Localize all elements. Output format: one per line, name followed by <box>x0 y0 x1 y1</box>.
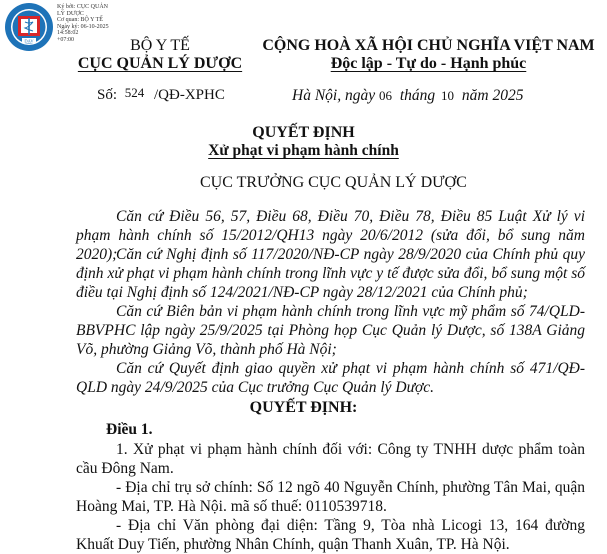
document-title: QUYẾT ĐỊNH <box>252 124 355 141</box>
date-month: 10 <box>441 88 455 103</box>
article-1-item-1: 1. Xử phạt vi phạm hành chính đối với: Công ty TNHH dược phẩm toàn cầu Đông Nam. <box>76 441 585 477</box>
dav-seal-icon <box>4 2 54 52</box>
national-motto-text: Độc lập - Tự do - Hạnh phúc <box>330 55 527 72</box>
signature-organization: Cơ quan: BỘ Y TẾ <box>57 17 103 23</box>
number-label: Số: <box>97 87 118 103</box>
ministry-name: BỘ Y TẾ <box>130 37 190 54</box>
article-1-rep-office: - Địa chỉ Văn phòng đại diện: Tầng 9, Tòa nhà Licogi 13, 164 đường Khuất Duy Tiến, phường Nhân Chính, quận Thanh Xuân, TP. Hà Nội. <box>76 517 585 553</box>
agency-name-text: CỤC QUẢN LÝ DƯỢC <box>77 55 243 72</box>
signature-date: Ngày ký: 06-10-2025 14:58:02 <box>57 23 109 36</box>
legal-basis-1: Căn cứ Điều 56, 57, Điều 68, Điều 70, Điều 78, Điều 85 Luật Xử lý vi phạm hành chính số 15/2012/QH13 ngày 20/6/2012 (sửa đổi, bổ sung năm 2020); <box>76 208 585 263</box>
article-1-head-office: - Địa chỉ trụ sở chính: Số 12 ngõ 40 Nguyễn Chính, phường Tân Mai, quận Hoàng Mai, TP. Hà Nội. mã số thuế: 0110539718. <box>76 479 585 515</box>
document-subtitle <box>0 142 607 160</box>
date-day: 06 <box>378 88 392 103</box>
issuing-authority: CỤC TRƯỞNG CỤC QUẢN LÝ DƯỢC <box>200 174 467 191</box>
agency-name <box>60 55 260 73</box>
document-number <box>97 87 225 104</box>
agency-logo <box>4 2 54 52</box>
number-value: 524 <box>124 85 145 100</box>
date-month-label: tháng <box>399 87 436 104</box>
document-subtitle-text: Xử phạt vi phạm hành chính <box>208 142 399 159</box>
issue-date <box>292 87 523 105</box>
signature-signer: Ký bởi: CỤC QUẢN LÝ DƯỢC <box>57 4 109 17</box>
number-suffix: /QĐ-XPHC <box>154 87 225 103</box>
date-prefix: Hà Nội, ngày <box>292 87 376 104</box>
legal-basis-4: Căn cứ Quyết định giao quyền xử phạt vi phạm hành chính số 471/QĐ-QLD ngày 24/9/2025 của Cục trưởng Cục Quản lý Dược. <box>76 360 585 396</box>
decision-heading: QUYẾT ĐỊNH: <box>249 399 358 416</box>
signature-timezone: +07:00 <box>57 36 75 43</box>
country-name: CỘNG HOÀ XÃ HỘI CHỦ NGHĨA VIỆT NAM <box>262 37 595 54</box>
national-motto <box>250 55 607 73</box>
svg-text:DAV: DAV <box>24 38 34 44</box>
date-year: năm 2025 <box>461 87 524 104</box>
article-1-heading: Điều 1. <box>106 421 153 438</box>
legal-basis-2: Căn cứ Nghị định số 117/2020/NĐ-CP ngày 28/9/2020 của Chính phủ quy định xử phạt vi phạm hành chính trong lĩnh vực y tế được sửa đổi, bổ sung một số điều tại Nghị định số 124/2021/NĐ-CP ngày 28/12/2021 của Chính phủ; <box>76 246 585 301</box>
legal-basis-3: Căn cứ Biên bản vi phạm hành chính trong lĩnh vực mỹ phẩm số 74/QLD-BBVPHC lập ngày 25/9/2025 tại Phòng họp Cục Quản lý Dược, số 138A Giảng Võ, phường Giảng Võ, thành phố Hà Nội; <box>76 303 585 358</box>
